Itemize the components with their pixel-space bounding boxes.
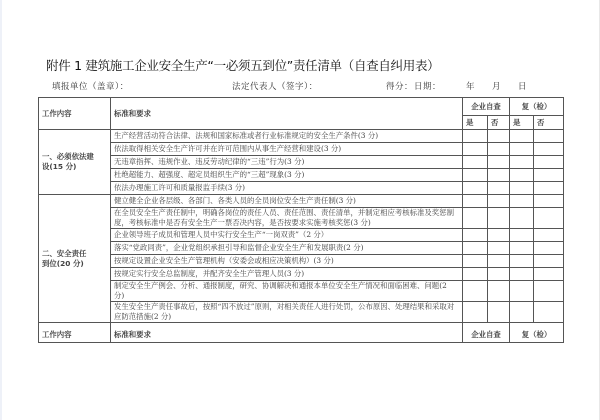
recheck-no-cell[interactable] <box>534 182 564 195</box>
self-no-cell[interactable] <box>488 182 510 195</box>
recheck-no-cell[interactable] <box>534 169 564 182</box>
date-label: 日期： <box>414 82 442 92</box>
table-row <box>39 195 564 208</box>
recheck-yes-cell[interactable] <box>510 268 534 281</box>
self-yes-cell[interactable] <box>463 208 488 229</box>
self-yes-cell[interactable] <box>463 255 488 268</box>
self-no-cell[interactable] <box>488 255 510 268</box>
requirement-text: 无违章指挥、违规作业、违反劳动纪律的“三违”行为(3 分) <box>111 156 463 169</box>
recheck-no-cell[interactable] <box>534 156 564 169</box>
self-no-cell[interactable] <box>488 281 510 302</box>
responsibility-table <box>38 97 564 343</box>
self-no-cell[interactable] <box>488 268 510 281</box>
requirement-text: 在全员安全生产责任制中，明确各岗位的责任人员、责任范围、责任清单，并制定相应考核标准及奖惩制度，考核标准中是否有安全生产一票否决内容，是否按要求实施考核奖惩(3 分) <box>111 208 463 229</box>
unit-label: 填报单位（盖章）： <box>52 82 129 92</box>
day-label: 日 <box>518 82 528 92</box>
table-row <box>39 281 564 302</box>
self-yes-cell[interactable] <box>463 242 488 255</box>
document-title: 附件 1 建筑施工企业安全生产“一必须五到位”责任清单（自查自纠用表） <box>46 58 440 73</box>
table-row <box>39 208 564 229</box>
recheck-yes-cell[interactable] <box>510 242 534 255</box>
table-row <box>39 302 564 323</box>
recheck-yes-cell[interactable] <box>510 182 534 195</box>
requirement-text: 按规定实行安全总监制度，并配齐安全生产管理人员(3 分) <box>111 268 463 281</box>
self-yes-cell[interactable] <box>463 182 488 195</box>
recheck-yes-cell[interactable] <box>510 281 534 302</box>
footer-work-content: 工作内容 <box>39 323 111 343</box>
recheck-no-cell[interactable] <box>534 242 564 255</box>
requirement-text: 依法办理施工许可和质量报监手续(3 分) <box>111 182 463 195</box>
table-row <box>39 242 564 255</box>
recheck-yes-cell[interactable] <box>510 302 534 323</box>
self-no-cell[interactable] <box>488 229 510 242</box>
recheck-yes-cell[interactable] <box>510 208 534 229</box>
self-yes-cell[interactable] <box>463 130 488 143</box>
month-label: 月 <box>492 82 502 92</box>
category-label: 二、安全责任 <box>42 248 87 258</box>
category-score: 设(15 分) <box>42 162 77 171</box>
category-label: 一、必须依法建 <box>42 152 94 161</box>
self-yes-cell[interactable] <box>463 195 488 208</box>
table-row <box>39 268 564 281</box>
recheck-yes-cell[interactable] <box>510 130 534 143</box>
self-yes-cell[interactable] <box>463 302 488 323</box>
table-row <box>39 255 564 268</box>
recheck-no-cell[interactable] <box>534 208 564 229</box>
table-row <box>39 156 564 169</box>
self-yes-cell[interactable] <box>463 143 488 156</box>
category-cell-1 <box>39 130 111 195</box>
requirement-text: 生产经营活动符合法律、法规和国家标准或者行业标准规定的安全生产条件(3 分) <box>111 130 463 143</box>
category-score: 到位(20 分) <box>42 258 84 268</box>
footer-recheck: 复（检） <box>510 323 564 343</box>
self-yes-cell[interactable] <box>463 268 488 281</box>
table-row <box>39 169 564 182</box>
repeat-header-row <box>39 323 564 343</box>
recheck-no-cell[interactable] <box>534 229 564 242</box>
requirement-text: 企业领导班子成员和管理人员中实行安全生产“一岗双责”（2 分） <box>111 229 463 242</box>
legal-rep-label: 法定代表人（签字）： <box>232 82 318 92</box>
header-work-content: 工作内容 <box>39 98 111 130</box>
self-no-cell[interactable] <box>488 242 510 255</box>
recheck-no-cell[interactable] <box>534 130 564 143</box>
requirement-text: 落实“党政同责”，企业党组织承担引导和监督企业安全生产和发展职责(2 分) <box>111 242 463 255</box>
year-label: 年 <box>466 82 476 92</box>
recheck-yes-cell[interactable] <box>510 229 534 242</box>
recheck-yes-cell[interactable] <box>510 143 534 156</box>
recheck-no-cell[interactable] <box>534 302 564 323</box>
recheck-yes-cell[interactable] <box>510 156 534 169</box>
header-standard: 标准和要求 <box>111 98 463 130</box>
header-recheck-no: 否 <box>534 116 564 130</box>
recheck-no-cell[interactable] <box>534 268 564 281</box>
self-yes-cell[interactable] <box>463 156 488 169</box>
page-edge-left <box>0 0 2 420</box>
self-no-cell[interactable] <box>488 302 510 323</box>
self-no-cell[interactable] <box>488 156 510 169</box>
self-yes-cell[interactable] <box>463 281 488 302</box>
table-row <box>39 182 564 195</box>
recheck-yes-cell[interactable] <box>510 195 534 208</box>
self-no-cell[interactable] <box>488 169 510 182</box>
recheck-no-cell[interactable] <box>534 143 564 156</box>
header-self-yes: 是 <box>463 116 488 130</box>
score-label: 得分： <box>386 82 414 92</box>
self-yes-cell[interactable] <box>463 229 488 242</box>
requirement-text: 发生安全生产责任事故后，按照“四不放过”原则，对相关责任人进行处罚，公布原因、处理结果和采取对应防范措施(2 分) <box>111 302 463 323</box>
recheck-yes-cell[interactable] <box>510 255 534 268</box>
table-row <box>39 143 564 156</box>
table-row <box>39 229 564 242</box>
recheck-no-cell[interactable] <box>534 281 564 302</box>
footer-self-check: 企业自查 <box>463 323 510 343</box>
header-self-no: 否 <box>488 116 510 130</box>
header-recheck: 复（检） <box>510 98 564 116</box>
self-no-cell[interactable] <box>488 130 510 143</box>
self-no-cell[interactable] <box>488 195 510 208</box>
recheck-no-cell[interactable] <box>534 255 564 268</box>
recheck-no-cell[interactable] <box>534 195 564 208</box>
category-cell-2 <box>39 195 111 323</box>
table-row <box>39 130 564 143</box>
header-recheck-yes: 是 <box>510 116 534 130</box>
requirement-text: 依法取得相关安全生产许可并在许可范围内从事生产经营和建设(3 分) <box>111 143 463 156</box>
header-self-check: 企业自查 <box>463 98 510 116</box>
footer-standard: 标准和要求 <box>111 323 463 343</box>
requirement-text: 按规定设置企业安全生产管理机构（安委会或相应决策机构）(3 分) <box>111 255 463 268</box>
requirement-text: 健立健全企业各层级、各部门、各类人员的全员岗位安全生产责任制(3 分) <box>111 195 463 208</box>
requirement-text: 杜绝超能力、超强度、超定员组织生产的“三超”现象(3 分) <box>111 169 463 182</box>
requirement-text: 制定安全生产例会、分析、通报制度，研究、协调解决和通报本单位安全生产情况和面临困难、问题(2 分) <box>111 281 463 302</box>
self-no-cell[interactable] <box>488 143 510 156</box>
self-no-cell[interactable] <box>488 208 510 229</box>
recheck-yes-cell[interactable] <box>510 169 534 182</box>
self-yes-cell[interactable] <box>463 169 488 182</box>
